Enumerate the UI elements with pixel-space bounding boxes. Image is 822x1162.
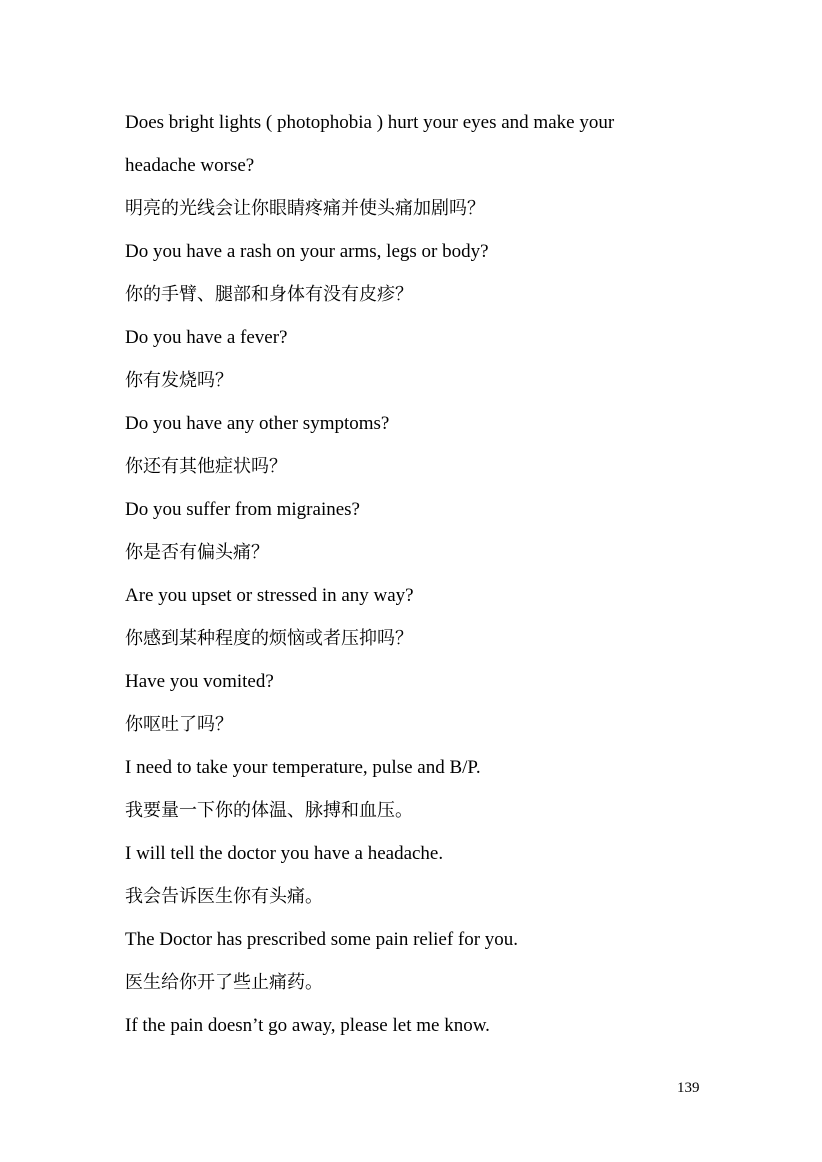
text-line: Do you have any other symptoms? (125, 413, 390, 434)
text-line: 你还有其他症状吗？ (125, 456, 287, 477)
text-line: Do you have a rash on your arms, legs or body? (125, 241, 489, 262)
text-line: I need to take your temperature, pulse and B/P. (125, 757, 481, 778)
text-line: 明亮的光线会让你眼睛疼痛并使头痛加剧吗？ (125, 198, 485, 219)
text-line: 我会告诉医生你有头痛。 (125, 886, 323, 907)
text-line: 你是否有偏头痛？ (125, 542, 269, 563)
text-line: If the pain doesn’t go away, please let me know. (125, 1015, 490, 1036)
text-line: 你有发烧吗？ (125, 370, 233, 391)
text-line: 医生给你开了些止痛药。 (125, 972, 323, 993)
text-line: 你感到某种程度的烦恼或者压抑吗？ (125, 628, 413, 649)
text-line: Does bright lights ( photophobia ) hurt your eyes and make your (125, 112, 615, 133)
text-line: 你呕吐了吗？ (125, 714, 233, 735)
text-line: Have you vomited? (125, 671, 274, 692)
text-line: The Doctor has prescribed some pain relief for you. (125, 929, 519, 950)
text-line: Do you suffer from migraines? (125, 499, 360, 520)
text-line: 我要量一下你的体温、脉搏和血压。 (125, 800, 413, 821)
text-line: headache worse? (125, 155, 255, 176)
text-line: Do you have a fever? (125, 327, 288, 348)
text-line: Are you upset or stressed in any way? (125, 585, 414, 606)
page-number: 139 (677, 1080, 700, 1096)
text-line: I will tell the doctor you have a headache. (125, 843, 444, 864)
text-line: 你的手臂、腿部和身体有没有皮疹？ (125, 284, 413, 305)
